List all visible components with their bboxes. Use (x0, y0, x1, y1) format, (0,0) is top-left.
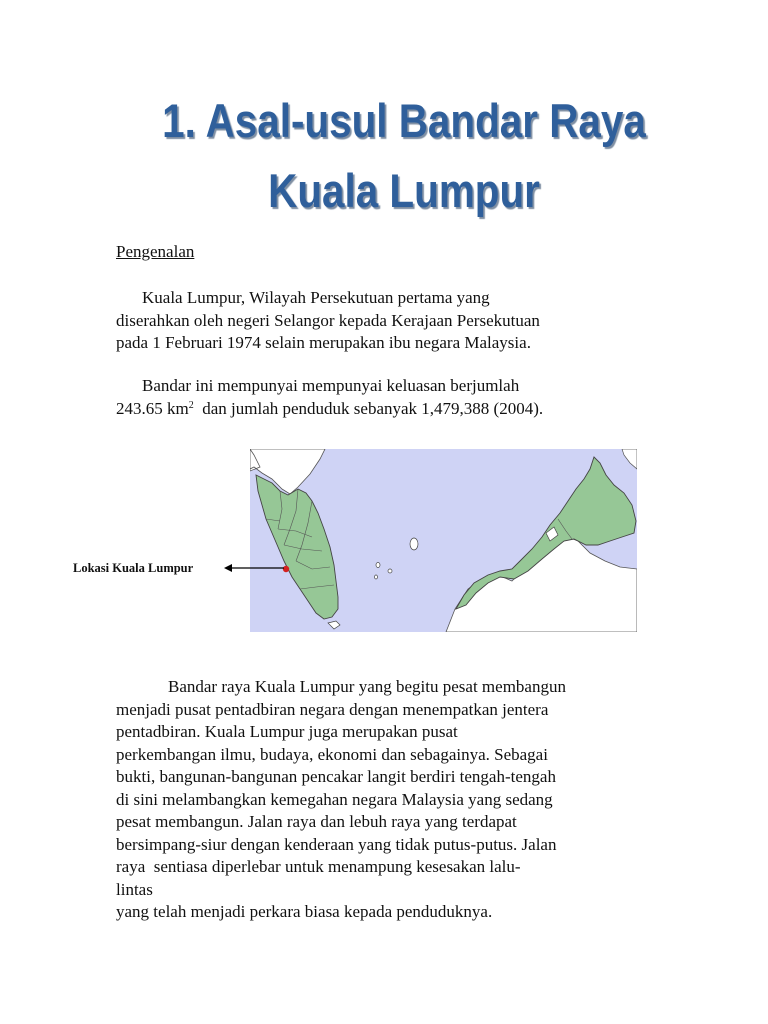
development-line: pesat membangun. Jalan raya dan lebuh raya yang terdapat (116, 812, 517, 831)
development-line: menjadi pusat pentadbiran negara dengan menempatkan jentera (116, 699, 549, 719)
development-line: raya sentiasa diperlebar untuk menampung kesesakan lalu- (116, 857, 521, 876)
area-value: 243.65 km (116, 398, 189, 418)
malaysia-map (250, 449, 637, 632)
page-title (57, 86, 752, 226)
development-paragraph (116, 676, 676, 924)
map-location-label: Lokasi Kuala Lumpur (73, 561, 194, 575)
area-line-2 (116, 398, 676, 421)
development-line: Bandar raya Kuala Lumpur yang begitu pesat membangun (168, 677, 566, 696)
map-island (388, 569, 392, 573)
intro-line-3: pada 1 Februari 1974 selain merupakan ibu negara Malaysia. (116, 333, 531, 352)
map-island (410, 538, 418, 550)
development-line: yang telah menjadi perkara biasa kepada penduduknya. (116, 902, 493, 921)
location-arrow-icon (224, 560, 284, 576)
population-text: dan jumlah penduduk sebanyak 1,479,388 (2004). (193, 398, 544, 418)
section-heading: Pengenalan (116, 242, 195, 261)
map-island (376, 563, 380, 568)
intro-paragraph (116, 287, 676, 355)
intro-line-2: diserahkan oleh negeri Selangor kepada Kerajaan Persekutuan (116, 310, 540, 330)
area-paragraph (116, 375, 676, 420)
development-line: perkembangan ilmu, budaya, ekonomi dan sebagainya. Sebagai (116, 744, 548, 764)
development-line: bersimpang-siur dengan kenderaan yang tidak putus-putus. Jalan (116, 834, 557, 854)
development-line: bukti, bangunan-bangunan pencakar langit berdiri tengah-tengah (116, 767, 556, 786)
map-island (375, 575, 378, 579)
area-line-1: Bandar ini mempunyai mempunyai keluasan berjumlah (142, 376, 520, 395)
development-line: di sini melambangkan kemegahan negara Malaysia yang sedang (116, 789, 553, 809)
intro-line-1: Kuala Lumpur, Wilayah Persekutuan pertama yang (142, 288, 490, 307)
page-title-line-1: 1. Asal-usul Bandar Raya (162, 94, 646, 147)
development-line: pentadbiran. Kuala Lumpur juga merupakan pusat (116, 722, 458, 741)
area-unit-superscript: 2 (188, 399, 194, 411)
page-title-line-2: Kuala Lumpur (268, 164, 540, 217)
development-line: lintas (116, 879, 153, 899)
